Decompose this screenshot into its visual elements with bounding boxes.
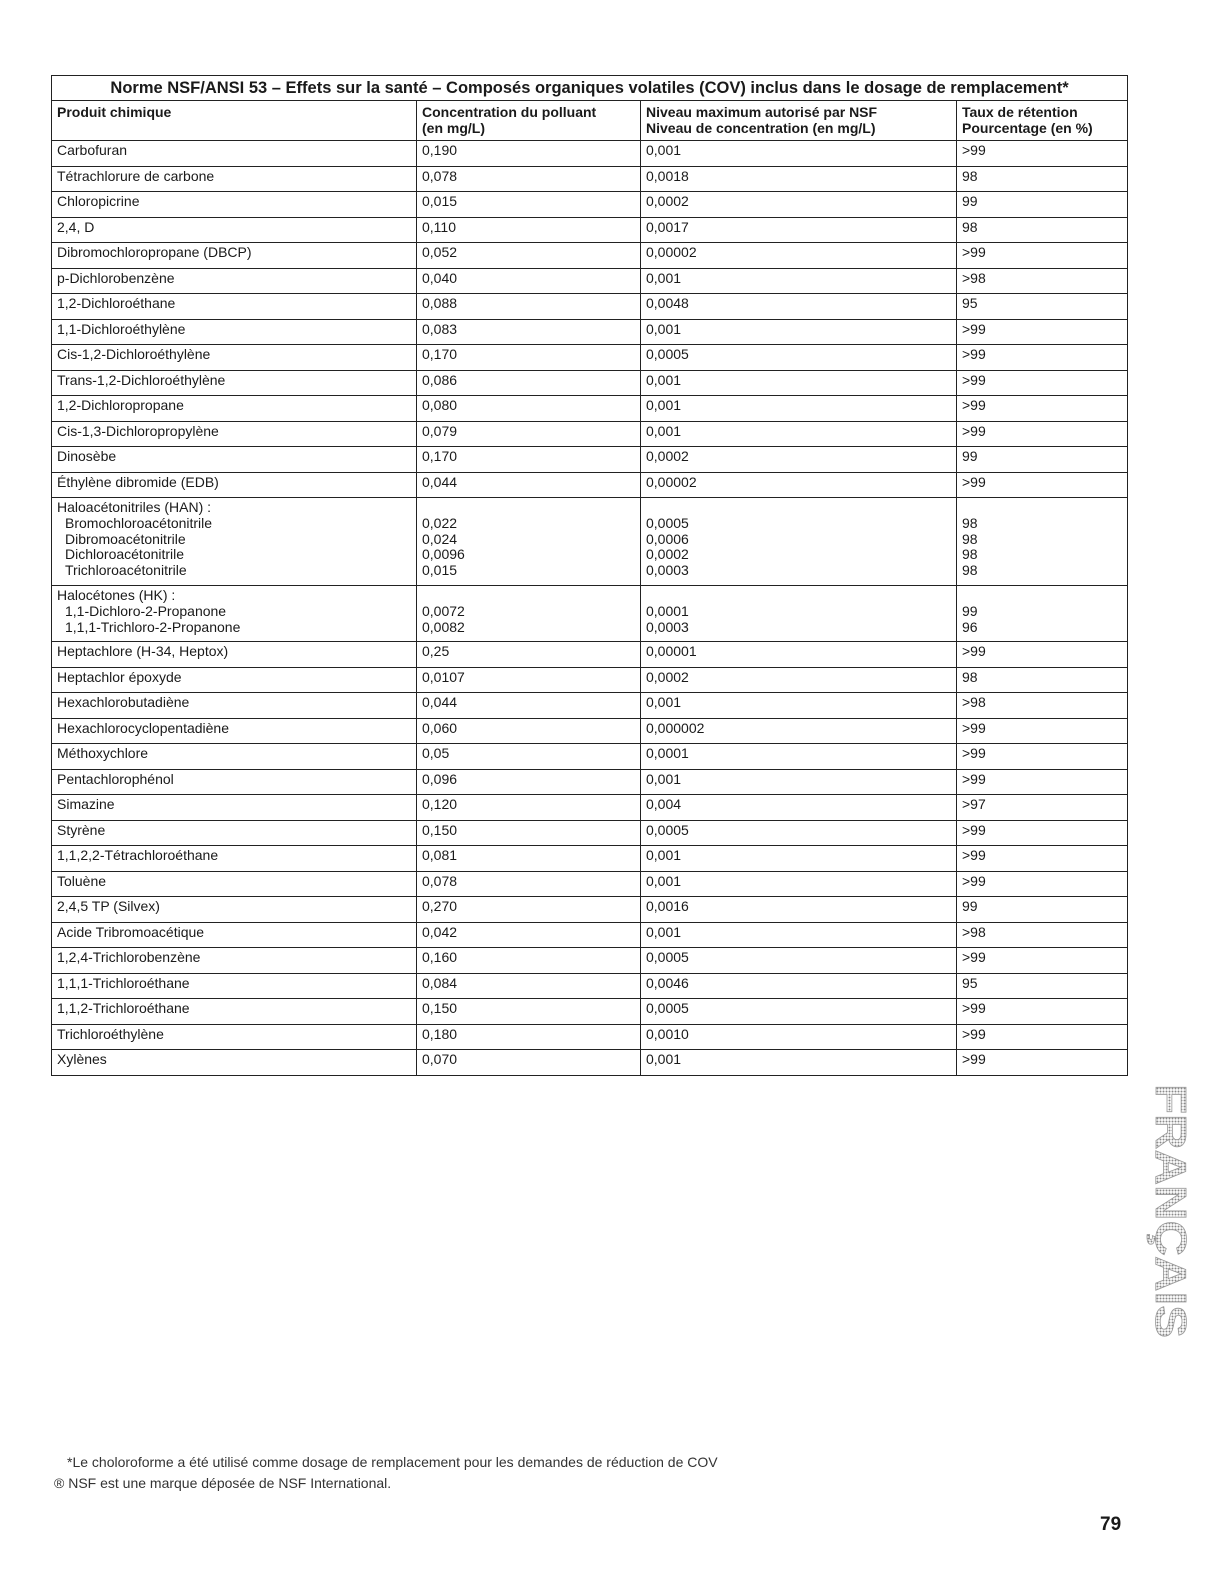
table-cell: 0,0001 bbox=[641, 744, 957, 770]
group-item-value: 99 bbox=[962, 602, 978, 619]
table-cell: Pentachlorophénol bbox=[52, 769, 417, 795]
table-cell: 0,015 bbox=[417, 192, 641, 218]
table-cell: >99 bbox=[957, 820, 1128, 846]
table-cell: 0,180 bbox=[417, 1024, 641, 1050]
group-item-value: 0,0005 bbox=[646, 514, 689, 531]
table-cell: Cis-1,2-Dichloroéthylène bbox=[52, 345, 417, 371]
table-cell: 98 bbox=[957, 667, 1128, 693]
table-cell: 98 bbox=[957, 166, 1128, 192]
table-group-cell bbox=[417, 585, 641, 641]
table-row bbox=[52, 795, 1128, 821]
table-group-cell bbox=[957, 585, 1128, 641]
table-group-cell bbox=[957, 498, 1128, 586]
table-cell: 0,25 bbox=[417, 642, 641, 668]
table-cell: Trans-1,2-Dichloroéthylène bbox=[52, 370, 417, 396]
table-cell: >99 bbox=[957, 718, 1128, 744]
table-cell: 0,270 bbox=[417, 897, 641, 923]
table-cell: 0,0046 bbox=[641, 973, 957, 999]
group-item-name: Bromochloroacétonitrile bbox=[65, 514, 213, 531]
group-item-value: 98 bbox=[962, 546, 978, 563]
table-cell: 95 bbox=[957, 294, 1128, 320]
table-row bbox=[52, 744, 1128, 770]
table-cell: >99 bbox=[957, 744, 1128, 770]
table-group-cell bbox=[417, 498, 641, 586]
table-cell: 99 bbox=[957, 897, 1128, 923]
table-cell: >99 bbox=[957, 141, 1128, 167]
table-cell: 0,001 bbox=[641, 268, 957, 294]
table-group-cell bbox=[641, 498, 957, 586]
group-item-value: 0,0002 bbox=[646, 546, 689, 563]
table-cell: 0,0010 bbox=[641, 1024, 957, 1050]
table-cell: 1,2-Dichloroéthane bbox=[52, 294, 417, 320]
table-cell: 1,2-Dichloropropane bbox=[52, 396, 417, 422]
table-cell: Carbofuran bbox=[52, 141, 417, 167]
group-item-name: 1,1-Dichloro-2-Propanone bbox=[65, 602, 227, 619]
table-cell: 0,170 bbox=[417, 345, 641, 371]
table-cell: 0,044 bbox=[417, 472, 641, 498]
table-cell: >97 bbox=[957, 795, 1128, 821]
table-row bbox=[52, 472, 1128, 498]
table-row bbox=[52, 1024, 1128, 1050]
footnote-trademark: ® NSF est une marque déposée de NSF International. bbox=[54, 1475, 392, 1491]
table-caption: Norme NSF/ANSI 53 – Effets sur la santé – Composés organiques volatiles (COV) inclus dans le dosage de remplacement* bbox=[52, 76, 1128, 101]
table-cell: Tétrachlorure de carbone bbox=[52, 166, 417, 192]
table-row bbox=[52, 268, 1128, 294]
table-cell: 0,0005 bbox=[641, 820, 957, 846]
table-cell: 0,078 bbox=[417, 871, 641, 897]
table-cell: 0,004 bbox=[641, 795, 957, 821]
table-cell: 0,00002 bbox=[641, 472, 957, 498]
table-cell: 0,0018 bbox=[641, 166, 957, 192]
group-title: Haloacétonitriles (HAN) : bbox=[57, 499, 212, 515]
table-cell: 0,0048 bbox=[641, 294, 957, 320]
group-item-value: 0,0003 bbox=[646, 618, 689, 635]
table-cell: 98 bbox=[957, 217, 1128, 243]
table-cell: >99 bbox=[957, 769, 1128, 795]
table-cell: >99 bbox=[957, 243, 1128, 269]
table-cell: 0,0016 bbox=[641, 897, 957, 923]
table-cell: >99 bbox=[957, 370, 1128, 396]
group-item-value: 96 bbox=[962, 618, 978, 635]
table-cell: 0,001 bbox=[641, 141, 957, 167]
group-item-value: 0,022 bbox=[422, 514, 458, 531]
table-cell: >99 bbox=[957, 999, 1128, 1025]
table-cell: 0,120 bbox=[417, 795, 641, 821]
table-cell: 0,170 bbox=[417, 447, 641, 473]
footnote-replacement-dosage: *Le choloroforme a été utilisé comme dosage de remplacement pour les demandes de réduction de COV bbox=[67, 1454, 718, 1470]
table-cell: 0,150 bbox=[417, 999, 641, 1025]
table-group-cell bbox=[52, 585, 417, 641]
table-row bbox=[52, 243, 1128, 269]
group-item-value: 0,0003 bbox=[646, 562, 689, 579]
group-item-value: 98 bbox=[962, 562, 978, 579]
table-cell: 0,001 bbox=[641, 370, 957, 396]
group-item-name: Dichloroacétonitrile bbox=[65, 546, 185, 563]
table-cell: 1,1,1-Trichloroéthane bbox=[52, 973, 417, 999]
table-row bbox=[52, 447, 1128, 473]
group-item-value: 0,015 bbox=[422, 562, 458, 579]
table-cell: 0,0005 bbox=[641, 345, 957, 371]
table-row bbox=[52, 1050, 1128, 1076]
table-row bbox=[52, 166, 1128, 192]
table-row bbox=[52, 820, 1128, 846]
table-row bbox=[52, 642, 1128, 668]
table-cell: 0,042 bbox=[417, 922, 641, 948]
table-row bbox=[52, 973, 1128, 999]
table-cell: 0,001 bbox=[641, 396, 957, 422]
column-header-2 bbox=[417, 101, 641, 141]
table-cell: 0,0005 bbox=[641, 948, 957, 974]
table-cell: >99 bbox=[957, 319, 1128, 345]
side-language-svg bbox=[1130, 1082, 1195, 1342]
table-cell: 0,110 bbox=[417, 217, 641, 243]
table-cell: 0,000002 bbox=[641, 718, 957, 744]
group-title: Halocétones (HK) : bbox=[57, 586, 176, 603]
table-cell: 0,001 bbox=[641, 922, 957, 948]
table-cell: 0,079 bbox=[417, 421, 641, 447]
group-item-name: Dibromoacétonitrile bbox=[65, 530, 186, 547]
table-cell: 0,080 bbox=[417, 396, 641, 422]
table-row bbox=[52, 370, 1128, 396]
table-cell: 0,044 bbox=[417, 693, 641, 719]
table-body bbox=[52, 141, 1128, 1076]
table-cell: Dibromochloropropane (DBCP) bbox=[52, 243, 417, 269]
table-cell: p-Dichlorobenzène bbox=[52, 268, 417, 294]
group-item-value: 98 bbox=[962, 514, 978, 531]
group-item-value: 0,0001 bbox=[646, 602, 689, 619]
table-cell: 1,1,2-Trichloroéthane bbox=[52, 999, 417, 1025]
table-cell: 0,086 bbox=[417, 370, 641, 396]
table-cell: Heptachlor époxyde bbox=[52, 667, 417, 693]
table-cell: Heptachlore (H-34, Heptox) bbox=[52, 642, 417, 668]
column-header-3 bbox=[641, 101, 957, 141]
column-header-line: Niveau maximum autorisé par NSF bbox=[646, 104, 878, 120]
table-row bbox=[52, 192, 1128, 218]
table-row bbox=[52, 897, 1128, 923]
side-language-text: FRANÇAIS bbox=[1146, 1084, 1195, 1312]
table-cell: 0,040 bbox=[417, 268, 641, 294]
table-row bbox=[52, 871, 1128, 897]
table-cell: Dinosèbe bbox=[52, 447, 417, 473]
group-item-value: 0,0096 bbox=[422, 546, 465, 563]
page-number: 79 bbox=[1100, 1514, 1122, 1535]
table-cell: >99 bbox=[957, 1024, 1128, 1050]
table-row bbox=[52, 345, 1128, 371]
table-cell: 0,0002 bbox=[641, 192, 957, 218]
group-item-value: 0,0006 bbox=[646, 530, 689, 547]
table-cell: 0,070 bbox=[417, 1050, 641, 1076]
group-item-name: 1,1,1-Trichloro-2-Propanone bbox=[65, 618, 241, 635]
table-cell: Toluène bbox=[52, 871, 417, 897]
table-row bbox=[52, 769, 1128, 795]
table-row bbox=[52, 948, 1128, 974]
table-cell: Éthylène dibromide (EDB) bbox=[52, 472, 417, 498]
table-cell: >99 bbox=[957, 421, 1128, 447]
table-cell: Hexachlorobutadiène bbox=[52, 693, 417, 719]
table-row bbox=[52, 718, 1128, 744]
group-item-name: Trichloroacétonitrile bbox=[65, 562, 187, 579]
table-cell: 0,001 bbox=[641, 693, 957, 719]
table-cell: 0,088 bbox=[417, 294, 641, 320]
table-cell: 0,078 bbox=[417, 166, 641, 192]
contaminant-table-container bbox=[51, 75, 1127, 1076]
column-header-line: Produit chimique bbox=[57, 104, 172, 120]
table-cell: 0,0107 bbox=[417, 667, 641, 693]
table-cell: 99 bbox=[957, 447, 1128, 473]
table-cell: Acide Tribromoacétique bbox=[52, 922, 417, 948]
table-cell: Chloropicrine bbox=[52, 192, 417, 218]
table-cell: >99 bbox=[957, 396, 1128, 422]
table-cell: 0,084 bbox=[417, 973, 641, 999]
table-row bbox=[52, 999, 1128, 1025]
table-cell: 0,083 bbox=[417, 319, 641, 345]
group-item-value: 0,0082 bbox=[422, 618, 465, 635]
table-cell: >98 bbox=[957, 922, 1128, 948]
table-group-row bbox=[52, 585, 1128, 641]
table-cell: 2,4, D bbox=[52, 217, 417, 243]
column-header-line: Taux de rétention bbox=[962, 104, 1078, 120]
table-cell: >99 bbox=[957, 472, 1128, 498]
table-cell: >98 bbox=[957, 268, 1128, 294]
table-row bbox=[52, 667, 1128, 693]
table-cell: >98 bbox=[957, 693, 1128, 719]
table-cell: 0,00001 bbox=[641, 642, 957, 668]
group-item-value: 98 bbox=[962, 530, 978, 547]
side-language-label bbox=[1130, 1082, 1195, 1342]
table-cell: Trichloroéthylène bbox=[52, 1024, 417, 1050]
table-group-row bbox=[52, 498, 1128, 586]
table-cell: 0,05 bbox=[417, 744, 641, 770]
column-header-4 bbox=[957, 101, 1128, 141]
table-cell: 0,052 bbox=[417, 243, 641, 269]
table-cell: 0,0005 bbox=[641, 999, 957, 1025]
table-cell: 0,001 bbox=[641, 1050, 957, 1076]
table-group-cell bbox=[641, 585, 957, 641]
table-cell: 0,160 bbox=[417, 948, 641, 974]
table-cell: 1,1,2,2-Tétrachloroéthane bbox=[52, 846, 417, 872]
column-header-1 bbox=[52, 101, 417, 141]
table-cell: >99 bbox=[957, 948, 1128, 974]
table-cell: 0,00002 bbox=[641, 243, 957, 269]
column-header-line: Concentration du polluant bbox=[422, 104, 597, 120]
group-item-value: 0,0072 bbox=[422, 602, 465, 619]
table-cell: 95 bbox=[957, 973, 1128, 999]
table-cell: 1,1-Dichloroéthylène bbox=[52, 319, 417, 345]
table-row bbox=[52, 141, 1128, 167]
table-cell: >99 bbox=[957, 1050, 1128, 1076]
table-cell: >99 bbox=[957, 846, 1128, 872]
column-header-line: Niveau de concentration (en mg/L) bbox=[646, 120, 876, 136]
table-cell: 0,060 bbox=[417, 718, 641, 744]
table-cell: 0,0002 bbox=[641, 447, 957, 473]
table-row bbox=[52, 846, 1128, 872]
contaminant-table bbox=[51, 75, 1128, 1076]
table-header-row bbox=[52, 101, 1128, 141]
table-cell: >99 bbox=[957, 345, 1128, 371]
table-cell: 2,4,5 TP (Silvex) bbox=[52, 897, 417, 923]
table-cell: 0,150 bbox=[417, 820, 641, 846]
group-item-value: 0,024 bbox=[422, 530, 458, 547]
table-row bbox=[52, 693, 1128, 719]
table-cell: 0,001 bbox=[641, 421, 957, 447]
table-cell: Cis-1,3-Dichloropropylène bbox=[52, 421, 417, 447]
table-cell: 0,001 bbox=[641, 871, 957, 897]
column-header-line: Pourcentage (en %) bbox=[962, 120, 1093, 136]
table-cell: Méthoxychlore bbox=[52, 744, 417, 770]
table-cell: 0,0017 bbox=[641, 217, 957, 243]
table-cell: 0,190 bbox=[417, 141, 641, 167]
table-cell: 0,001 bbox=[641, 846, 957, 872]
table-row bbox=[52, 396, 1128, 422]
table-cell: Simazine bbox=[52, 795, 417, 821]
table-cell: Hexachlorocyclopentadiène bbox=[52, 718, 417, 744]
table-cell: 1,2,4-Trichlorobenzène bbox=[52, 948, 417, 974]
table-group-cell bbox=[52, 498, 417, 586]
table-cell: 0,001 bbox=[641, 769, 957, 795]
column-header-line: (en mg/L) bbox=[422, 120, 485, 136]
table-cell: 99 bbox=[957, 192, 1128, 218]
table-cell: Xylènes bbox=[52, 1050, 417, 1076]
table-cell: Styrène bbox=[52, 820, 417, 846]
table-cell: 0,0002 bbox=[641, 667, 957, 693]
table-cell: >99 bbox=[957, 642, 1128, 668]
table-row bbox=[52, 421, 1128, 447]
table-cell: >99 bbox=[957, 871, 1128, 897]
table-cell: 0,096 bbox=[417, 769, 641, 795]
table-row bbox=[52, 922, 1128, 948]
table-row bbox=[52, 217, 1128, 243]
table-cell: 0,081 bbox=[417, 846, 641, 872]
table-cell: 0,001 bbox=[641, 319, 957, 345]
table-row bbox=[52, 294, 1128, 320]
table-row bbox=[52, 319, 1128, 345]
